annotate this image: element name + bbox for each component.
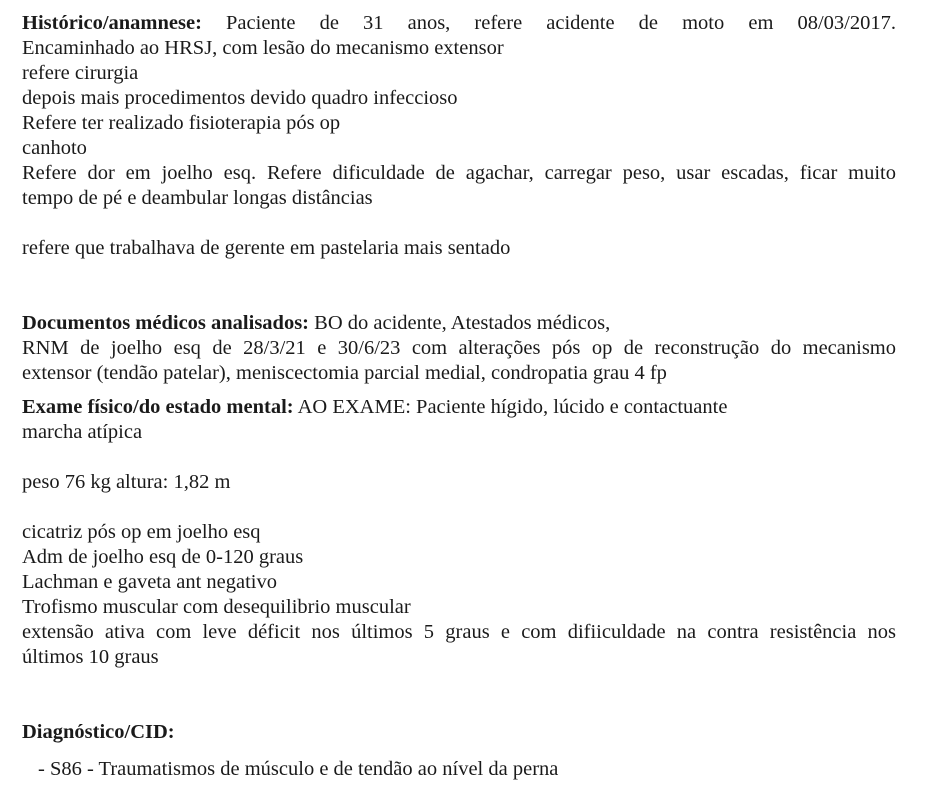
historico-line: Refere ter realizado fisioterapia pós op: [22, 112, 341, 134]
documentos-rnm-line1: RNM de joelho esq de 28/3/21 e 30/6/23 com alterações pós op de reconstrução do mecanismo: [22, 337, 896, 359]
historico-line: depois mais procedimentos devido quadro infeccioso: [22, 87, 458, 109]
diagnostico-item: - S86 - Traumatismos de músculo e de tendão ao nível da perna: [38, 758, 559, 780]
documentos-first-line: [22, 311, 896, 336]
exame-finding: cicatriz pós op em joelho esq: [22, 521, 261, 543]
exame-finding: Trofismo muscular com desequilibrio muscular: [22, 596, 411, 618]
exame-label: Exame físico/do estado mental:: [22, 396, 294, 418]
diagnostico-label: Diagnóstico/CID:: [22, 721, 175, 743]
historico-line: refere cirurgia: [22, 62, 139, 84]
exame-extensao-line2: últimos 10 graus: [22, 646, 159, 668]
exame-marcha: marcha atípica: [22, 421, 143, 443]
exame-finding: Lachman e gaveta ant negativo: [22, 571, 277, 593]
diagnostico-section: [22, 720, 896, 782]
historico-dor-line2: tempo de pé e deambular longas distâncias: [22, 187, 373, 209]
historico-trabalho: refere que trabalhava de gerente em pastelaria mais sentado: [22, 237, 511, 259]
historico-line: Encaminhado ao HRSJ, com lesão do mecanismo extensor: [22, 37, 504, 59]
historico-dor-line1: Refere dor em joelho esq. Refere dificuldade de agachar, carregar peso, usar escadas, ficar muito: [22, 162, 896, 184]
historico-first-text: Paciente de 31 anos, refere acidente de moto em 08/03/2017.: [226, 12, 897, 34]
exame-first-line: [22, 395, 896, 420]
medical-report: [22, 11, 896, 782]
historico-first-line: [22, 11, 896, 36]
exame-section: [22, 395, 896, 670]
historico-label: Histórico/anamnese:: [22, 12, 202, 34]
exame-extensao-line1: extensão ativa com leve déficit nos últimos 5 graus e com difiiculdade na contra resistência nos: [22, 621, 896, 643]
documentos-section: [22, 311, 896, 386]
documentos-label: Documentos médicos analisados:: [22, 312, 310, 334]
documentos-rnm-line2: extensor (tendão patelar), meniscectomia parcial medial, condropatia grau 4 fp: [22, 362, 667, 384]
exame-peso: peso 76 kg altura: 1,82 m: [22, 471, 231, 493]
exame-first-text: AO EXAME: Paciente hígido, lúcido e contactuante: [297, 396, 728, 418]
documentos-first-text: BO do acidente, Atestados médicos,: [314, 312, 611, 334]
exame-finding: Adm de joelho esq de 0-120 graus: [22, 546, 304, 568]
historico-line: canhoto: [22, 137, 87, 159]
historico-section: [22, 11, 896, 261]
